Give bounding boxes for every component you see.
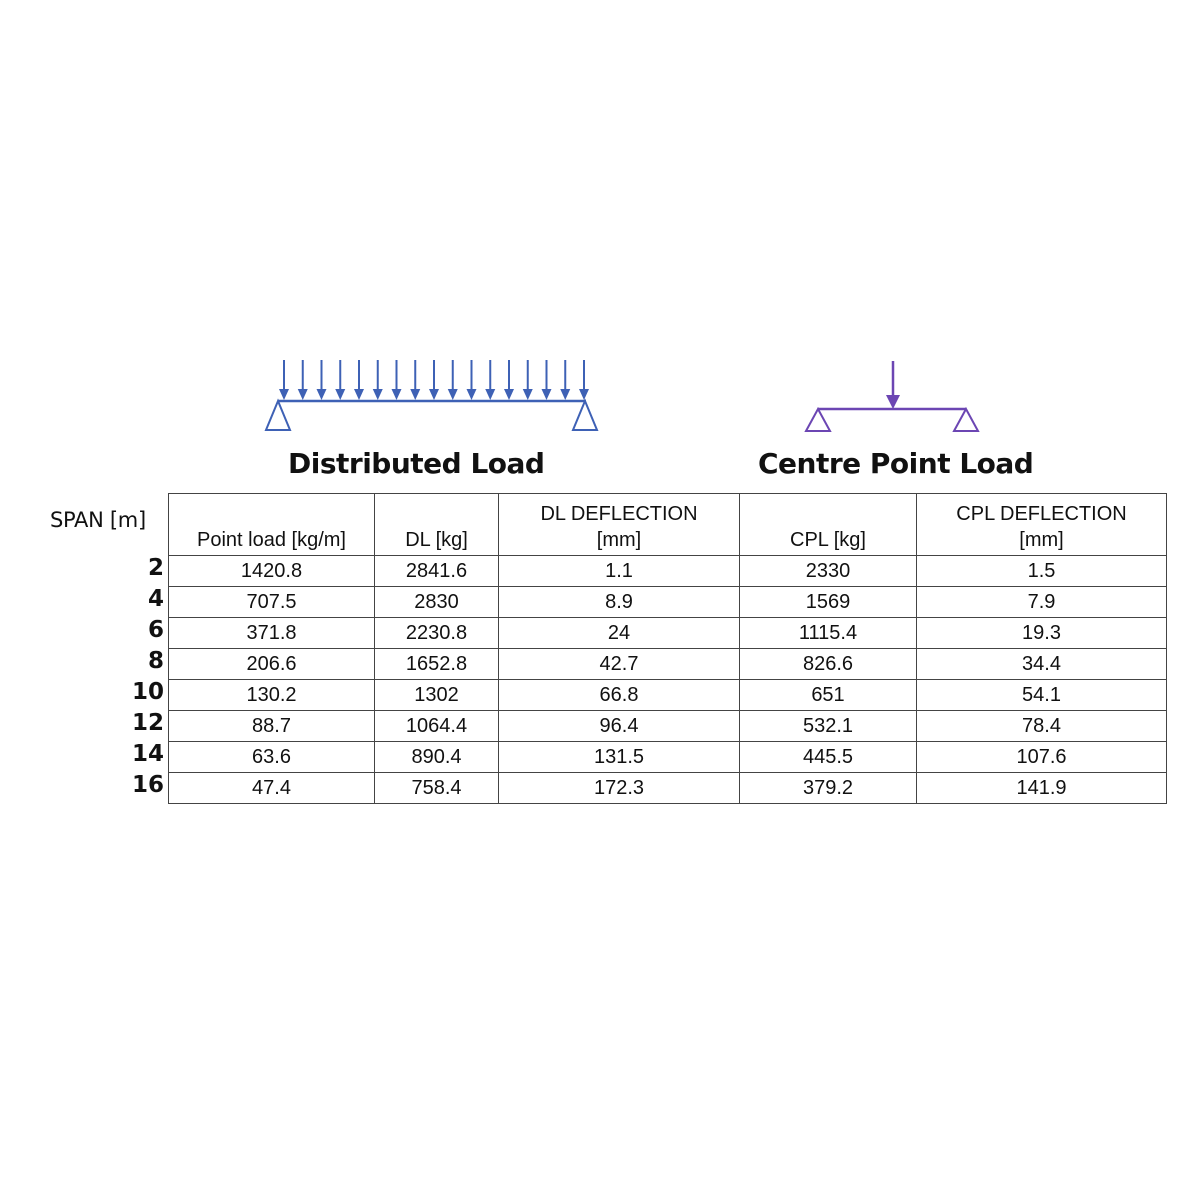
table-cell: 379.2 (740, 773, 917, 804)
point-load-arrow-head-icon (886, 395, 900, 409)
column-header-dl-deflection: DL DEFLECTION [mm] (499, 494, 740, 556)
load-table (168, 493, 1167, 804)
table-cell: 8.9 (499, 587, 740, 618)
table-cell: 131.5 (499, 742, 740, 773)
load-arrow-head-icon (523, 389, 533, 400)
load-arrow-head-icon (373, 389, 383, 400)
table-cell: 24 (499, 618, 740, 649)
table-cell: 34.4 (917, 649, 1167, 680)
table-cell: 7.9 (917, 587, 1167, 618)
table-cell: 107.6 (917, 742, 1167, 773)
table-cell: 1064.4 (375, 711, 499, 742)
span-value: 4 (147, 586, 164, 612)
table-cell: 63.6 (169, 742, 375, 773)
table-cell: 1115.4 (740, 618, 917, 649)
table-cell: 445.5 (740, 742, 917, 773)
table-cell: 47.4 (169, 773, 375, 804)
table-row (169, 680, 1167, 711)
table-cell: 1.5 (917, 556, 1167, 587)
table-cell: 532.1 (740, 711, 917, 742)
table-row (169, 742, 1167, 773)
load-arrow-head-icon (298, 389, 308, 400)
table-row (169, 618, 1167, 649)
left-support-icon (806, 409, 830, 431)
load-arrow-head-icon (279, 389, 289, 400)
table-cell: 2230.8 (375, 618, 499, 649)
load-arrow-head-icon (542, 389, 552, 400)
table-cell: 1652.8 (375, 649, 499, 680)
table-cell: 1569 (740, 587, 917, 618)
table-cell: 19.3 (917, 618, 1167, 649)
span-column (110, 553, 166, 801)
right-support-icon (954, 409, 978, 431)
centre-point-load-title: Centre Point Load (758, 447, 1034, 480)
table-cell: 371.8 (169, 618, 375, 649)
table-row (169, 587, 1167, 618)
table-row (169, 773, 1167, 804)
table-cell: 141.9 (917, 773, 1167, 804)
span-value: 6 (147, 617, 164, 643)
table-cell: 651 (740, 680, 917, 711)
load-arrow-head-icon (504, 389, 514, 400)
table-cell: 1.1 (499, 556, 740, 587)
table-cell: 890.4 (375, 742, 499, 773)
distributed-load-title: Distributed Load (288, 447, 545, 480)
table-cell: 78.4 (917, 711, 1167, 742)
table-cell: 758.4 (375, 773, 499, 804)
table-cell: 88.7 (169, 711, 375, 742)
load-arrow-head-icon (354, 389, 364, 400)
load-arrow-head-icon (410, 389, 420, 400)
load-arrow-head-icon (335, 389, 345, 400)
span-value: 14 (131, 741, 164, 767)
span-value: 8 (147, 648, 164, 674)
table-cell: 42.7 (499, 649, 740, 680)
load-arrow-head-icon (467, 389, 477, 400)
span-value: 16 (131, 772, 164, 798)
column-header-cpl-deflection: CPL DEFLECTION [mm] (917, 494, 1167, 556)
load-arrow-head-icon (485, 389, 495, 400)
table-cell: 2330 (740, 556, 917, 587)
table-cell: 54.1 (917, 680, 1167, 711)
span-value: 12 (131, 710, 164, 736)
load-arrow-head-icon (392, 389, 402, 400)
load-arrow-head-icon (560, 389, 570, 400)
table-cell: 130.2 (169, 680, 375, 711)
table-cell: 172.3 (499, 773, 740, 804)
table-cell: 2841.6 (375, 556, 499, 587)
table-cell: 826.6 (740, 649, 917, 680)
column-header-point-load: Point load [kg/m] (169, 494, 375, 556)
right-support-icon (573, 401, 597, 430)
span-value: 2 (147, 555, 164, 581)
table-row (169, 711, 1167, 742)
column-header-dl: DL [kg] (375, 494, 499, 556)
table-cell: 1302 (375, 680, 499, 711)
left-support-icon (266, 401, 290, 430)
table-cell: 1420.8 (169, 556, 375, 587)
centre-point-load-beam-icon (798, 355, 998, 435)
table-cell: 66.8 (499, 680, 740, 711)
table-cell: 2830 (375, 587, 499, 618)
table-cell: 206.6 (169, 649, 375, 680)
distributed-load-beam-icon (258, 355, 608, 435)
column-header-cpl: CPL [kg] (740, 494, 917, 556)
table-cell: 96.4 (499, 711, 740, 742)
table-row (169, 649, 1167, 680)
span-header: SPAN [m] (50, 508, 146, 532)
load-arrow-head-icon (448, 389, 458, 400)
table-cell: 707.5 (169, 587, 375, 618)
span-value: 10 (131, 679, 164, 705)
table-row (169, 556, 1167, 587)
load-arrow-head-icon (429, 389, 439, 400)
load-arrow-head-icon (579, 389, 589, 400)
table-header-row (169, 494, 1167, 556)
load-arrow-head-icon (317, 389, 327, 400)
